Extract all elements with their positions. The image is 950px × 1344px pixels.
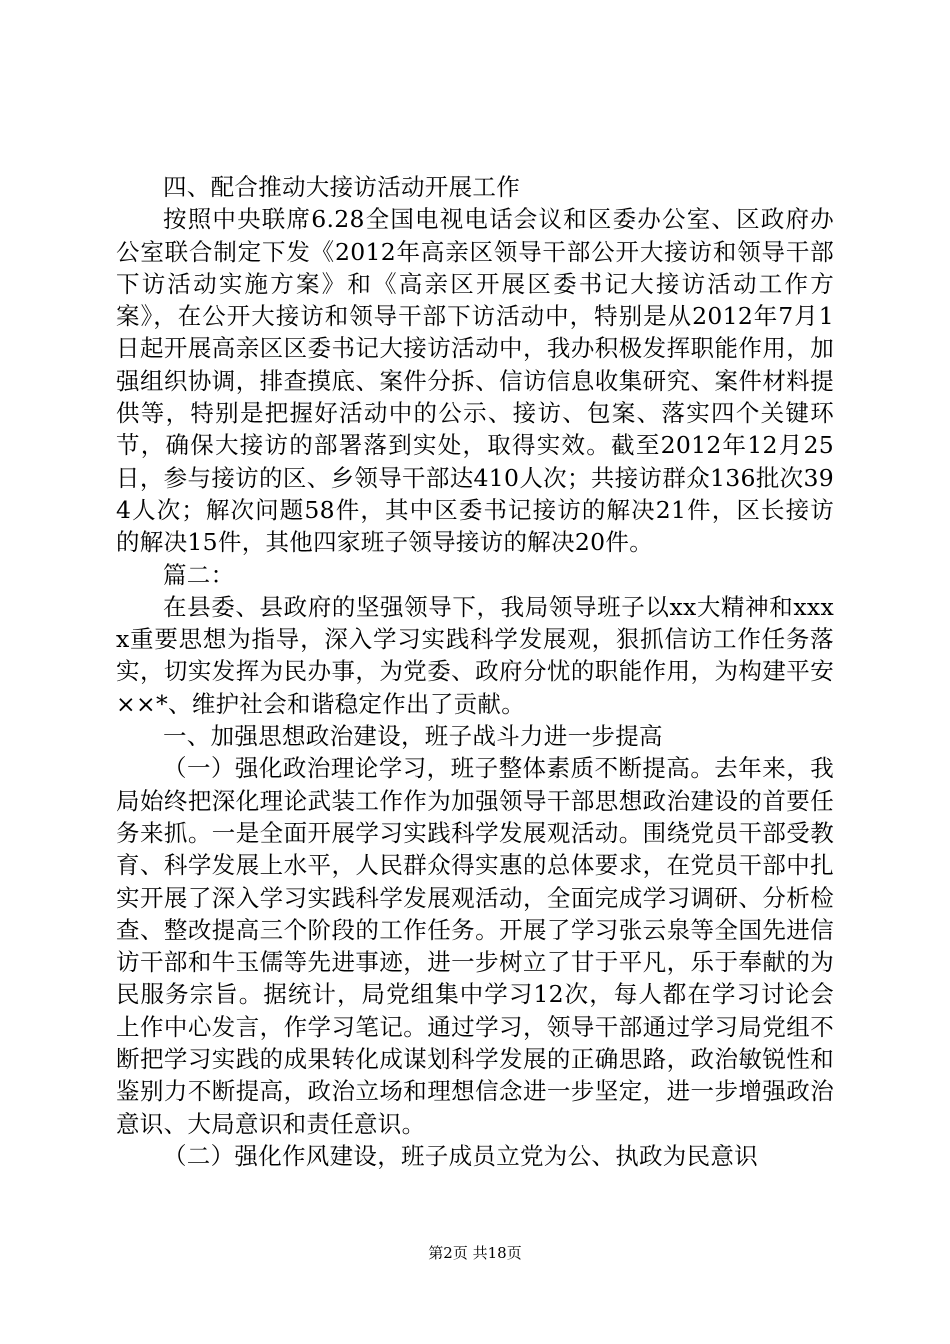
document-body — [116, 171, 834, 1172]
paragraph-intro: 在县委、县政府的坚强领导下，我局领导班子以xx大精神和xxxx重要思想为指导，深入学习实践科学发展观，狠抓信访工作任务落实，切实发挥为民办事，为党委、政府分忧的职能作用，为构建平安××*、维护社会和谐稳定作出了贡献。 — [116, 592, 834, 718]
page-footer: 第2页 共18页 — [428, 1244, 522, 1262]
paragraph-reception-activity: 按照中央联席6.28全国电视电话会议和区委办公室、区政府办公室联合制定下发《2012年高亲区领导干部公开大接访和领导干部下访活动实施方案》和《高亲区开展区委书记大接访活动工作方案》，在公开大接访和领导干部下访活动中，特别是从2012年7月1日起开展高亲区区委书记大接访活动中，我办积极发挥职能作用，加强组织协调，排查摸底、案件分拆、信访信息收集研究、案件材料提供等，特别是把握好活动中的公示、接访、包案、落实四个关键环节，确保大接访的部署落到实处，取得实效。截至2012年12月25日，参与接访的区、乡领导干部达410人次；共接访群众136批次394人次；解次问题58件，其中区委书记接访的解决21件，区长接访的解决15件，其他四家班子领导接访的解决20件。 — [116, 205, 834, 557]
paragraph-style-building: （二）强化作风建设，班子成员立党为公、执政为民意识 — [163, 1141, 758, 1170]
paragraph-political-theory: （一）强化政治理论学习，班子整体素质不断提高。去年来，我局始终把深化理论武装工作作为加强领导干部思想政治建设的首要任务来抓。一是全面开展学习实践科学发展观活动。围绕党员干部受教育、科学发展上水平，人民群众得实惠的总体要求，在党员干部中扎实开展了深入学习实践科学发展观活动，全面完成学习调研、分析检查、整改提高三个阶段的工作任务。开展了学习张云泉等全国先进信访干部和牛玉儒等先进事迹，进一步树立了甘于平凡，乐于奉献的为民服务宗旨。据统计，局党组集中学习12次，每人都在学习讨论会上作中心发言，作学习笔记。通过学习，领导干部通过学习局党组不断把学习实践的成果转化成谋划科学发展的正确思路，政治敏锐性和鉴别力不断提高，政治立场和理想信念进一步坚定，进一步增强政治意识、大局意识和责任意识。 — [116, 754, 834, 1138]
section-heading-4: 四、配合推动大接访活动开展工作 — [163, 173, 520, 201]
part-two-heading: 篇二： — [163, 560, 235, 589]
section-heading-1: 一、加强思想政治建设，班子战斗力进一步提高 — [163, 722, 663, 751]
